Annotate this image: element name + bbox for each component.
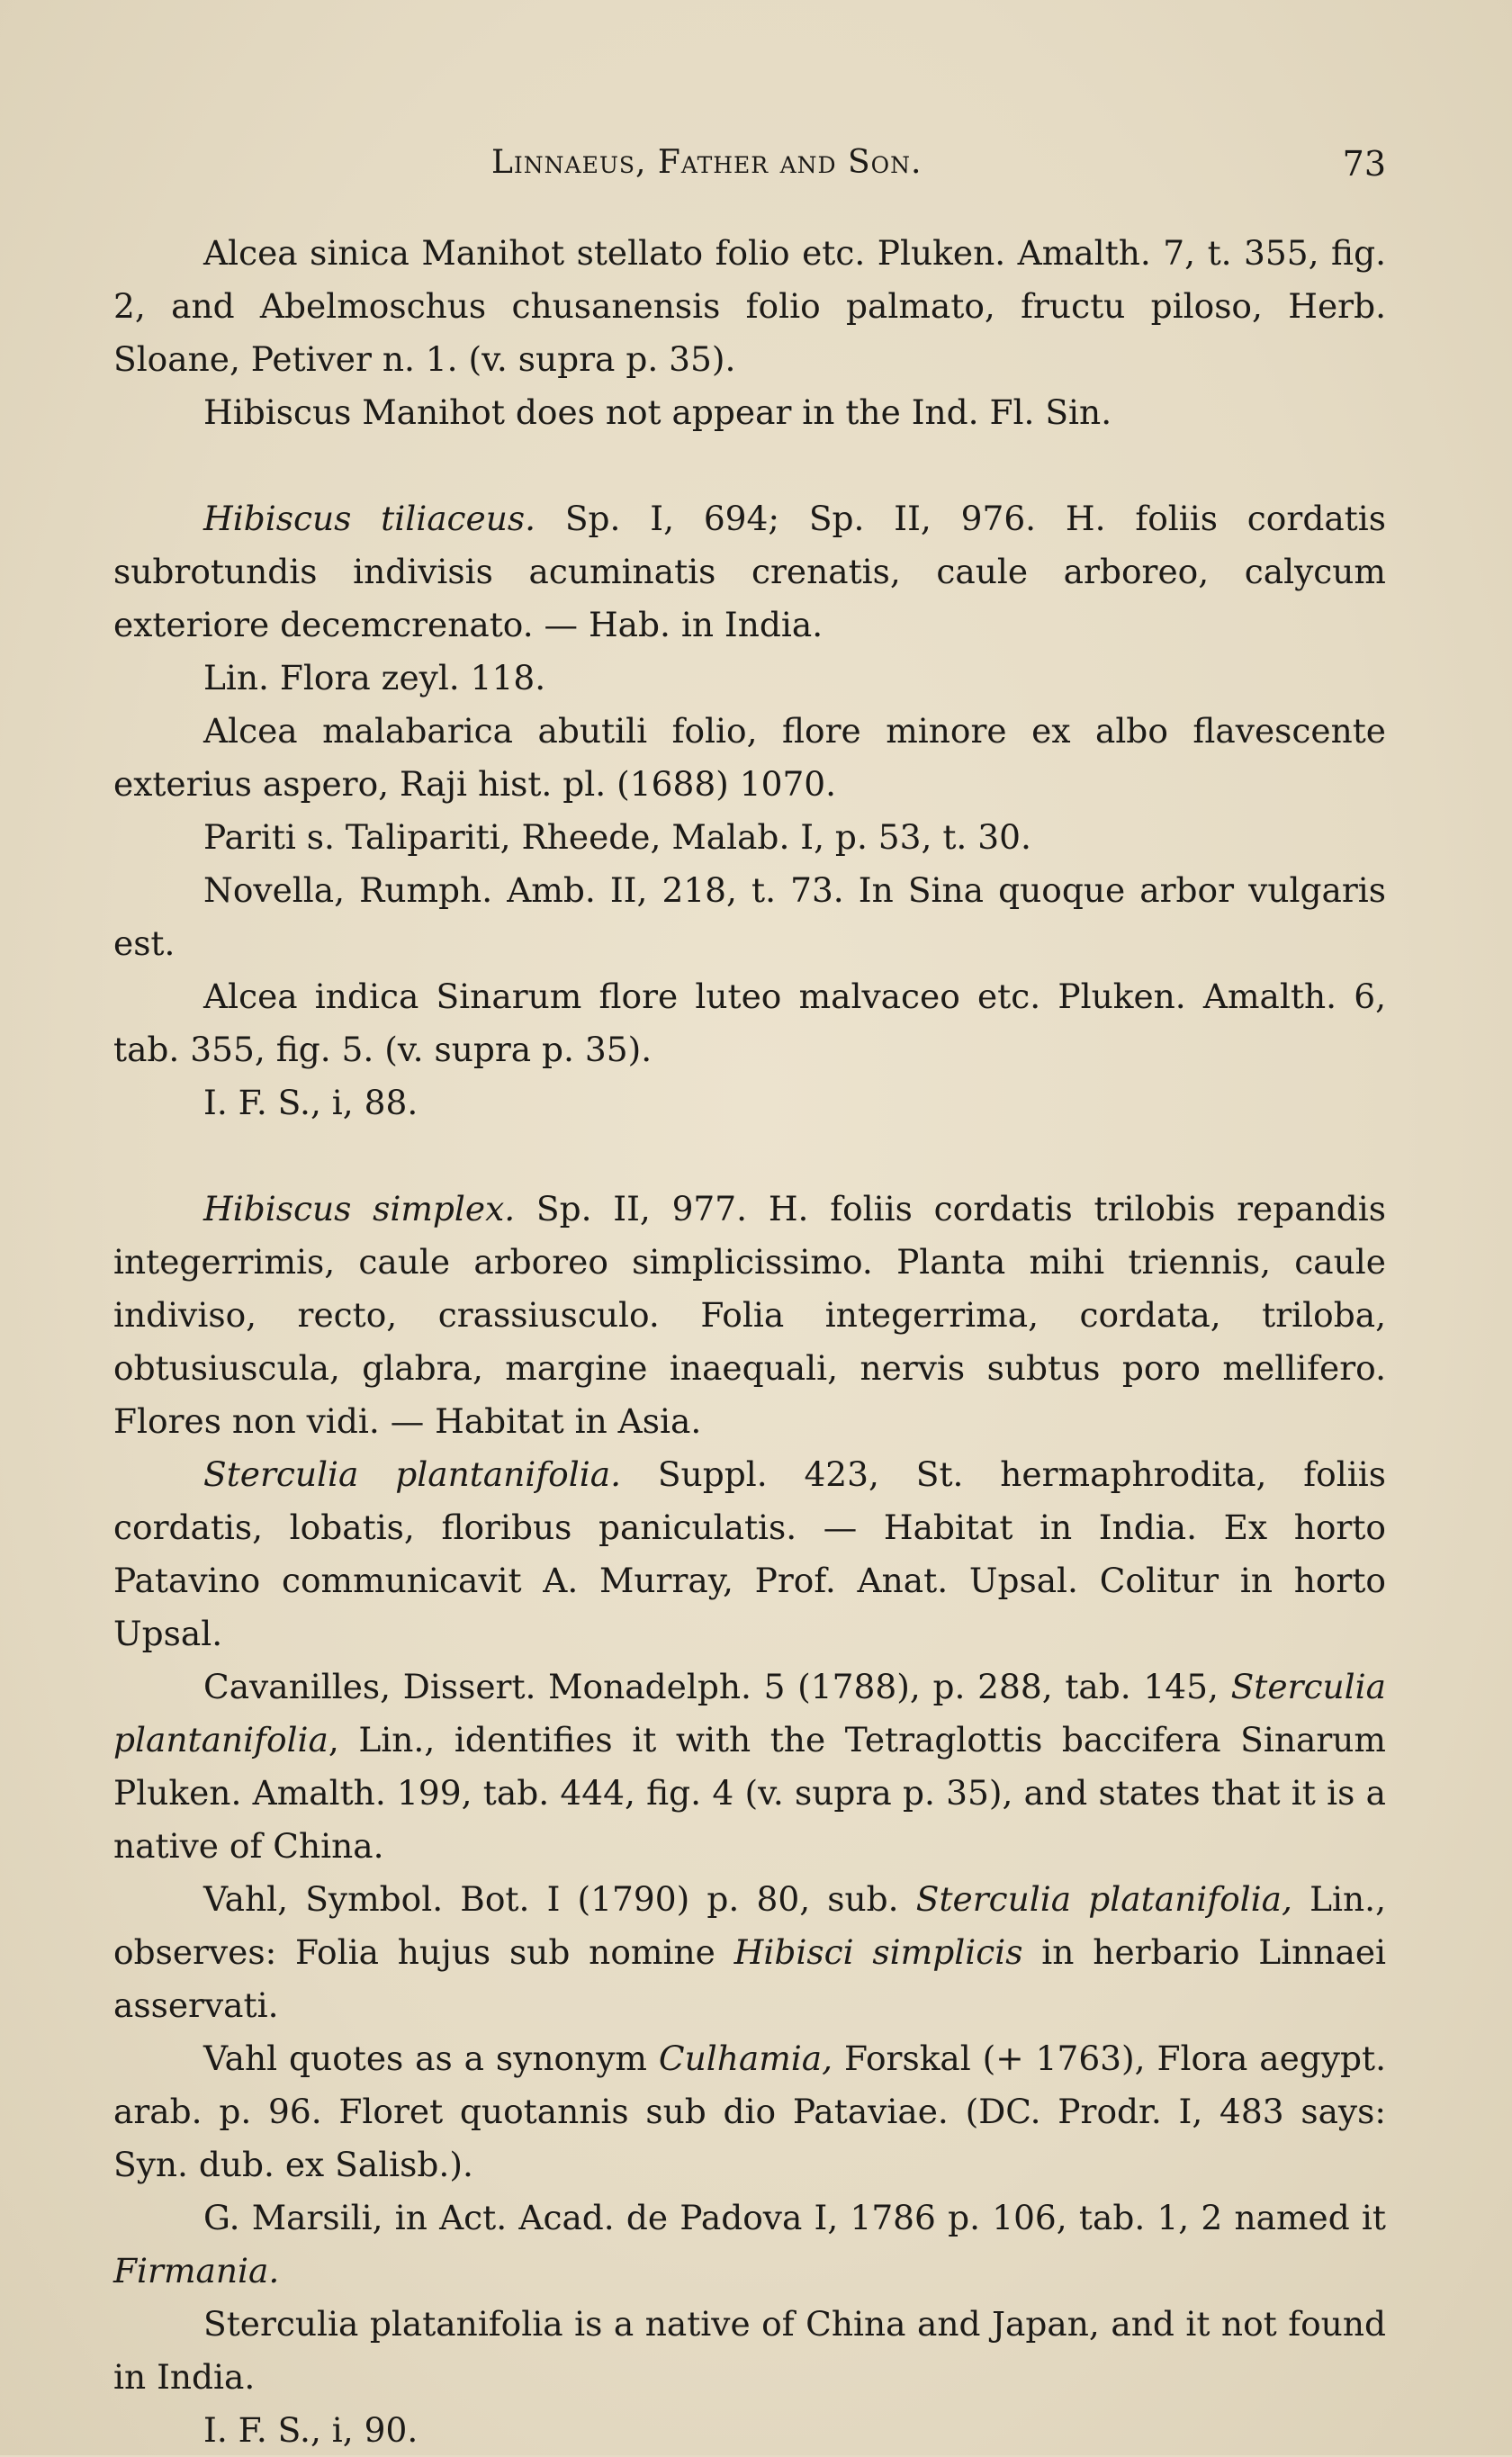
paragraph: Alcea sinica Manihot stellato folio etc. Pluken. Amalth. 7, t. 355, fig. 2, and Abelmoschus chusanensis folio palmato, fructu piloso, Herb. Sloane, Petiver n. 1. (v. supra p. 35). (113, 233, 1386, 379)
paragraph: Alcea malabarica abutili folio, flore minore ex albo flavescente exterius aspero, Raji hist. pl. (1688) 1070. (113, 711, 1386, 804)
paragraph: G. Marsili, in Act. Acad. de Padova I, 1786 p. 106, tab. 1, 2 named it Firmania. (113, 2198, 1386, 2290)
paragraph: Lin. Flora zeyl. 118. (203, 658, 546, 698)
paragraph: Cavanilles, Dissert. Monadelph. 5 (1788), p. 288, tab. 145, Sterculia plantanifolia, Lin., identifies it with the Tetraglottis baccifera Sinarum Pluken. Amalth. 199, tab. 444, fig. 4 (v. supra p. 35), and states that it is a native of China. (113, 1667, 1386, 1866)
running-head: Linnaeus, Father and Son. (491, 144, 922, 181)
species-name: Hibiscus simplex. (203, 1189, 516, 1228)
paragraph: Novella, Rumph. Amb. II, 218, t. 73. In Sina quoque arbor vulgaris est. (113, 870, 1386, 963)
species-name: Sterculia plantanifolia. (203, 1454, 622, 1494)
paragraph: I. F. S., i, 88. (203, 1083, 418, 1122)
paragraph: Vahl, Symbol. Bot. I (1790) p. 80, sub. Sterculia platanifolia, Lin., observes: Folia hujus sub nomine Hibisci simplicis in herbario Linnaei asservati. (113, 1879, 1387, 2025)
page-number: 73 (1342, 144, 1386, 184)
species-entry-hibiscus-tiliaceus: Hibiscus tiliaceus. Sp. I, 694; Sp. II, 976. H. foliis cordatis subrotundis indivisis acuminatis crenatis, caule arboreo, calycum exteriore decemcrenato. — Hab. in India. (113, 499, 1386, 644)
paragraph: Alcea indica Sinarum flore luteo malvaceo etc. Pluken. Amalth. 6, tab. 355, fig. 5. (v. supra p. 35). (113, 976, 1386, 1069)
species-entry-sterculia: Sterculia plantanifolia. Suppl. 423, St. hermaphrodita, foliis cordatis, lobatis, floribus paniculatis. — Habitat in India. Ex horto Patavino communicavit A. Murray, Prof. Anat. Upsal. Colitur in horto Upsal. (113, 1454, 1386, 1653)
body-text (113, 227, 1386, 2457)
paragraph: Vahl quotes as a synonym Culhamia, Forskal (+ 1763), Flora aegypt. arab. p. 96. Floret quotannis sub dio Pataviae. (DC. Prodr. I, 483 says: Syn. dub. ex Salisb.). (113, 2038, 1386, 2184)
paragraph: Hibiscus Manihot does not appear in the Ind. Fl. Sin. (203, 392, 1112, 432)
species-entry-hibiscus-simplex: Hibiscus simplex. Sp. II, 977. H. foliis cordatis trilobis repandis integerrimis, caule arboreo simplicissimo. Planta mihi triennis, caule indiviso, recto, crassiusculo. Folia integerrima, cordata, triloba, obtusiuscula, glabra, margine inaequali, nervis subtus poro mellifero. Flores non vidi. — Habitat in Asia. (113, 1189, 1386, 1441)
paragraph: I. F. S., i, 90. (203, 2410, 418, 2450)
page-header (113, 144, 1386, 198)
paragraph: Sterculia platanifolia is a native of China and Japan, and it not found in India. (113, 2304, 1386, 2397)
paragraph: Pariti s. Talipariti, Rheede, Malab. I, p. 53, t. 30. (203, 817, 1031, 857)
species-name: Hibiscus tiliaceus. (203, 499, 536, 538)
